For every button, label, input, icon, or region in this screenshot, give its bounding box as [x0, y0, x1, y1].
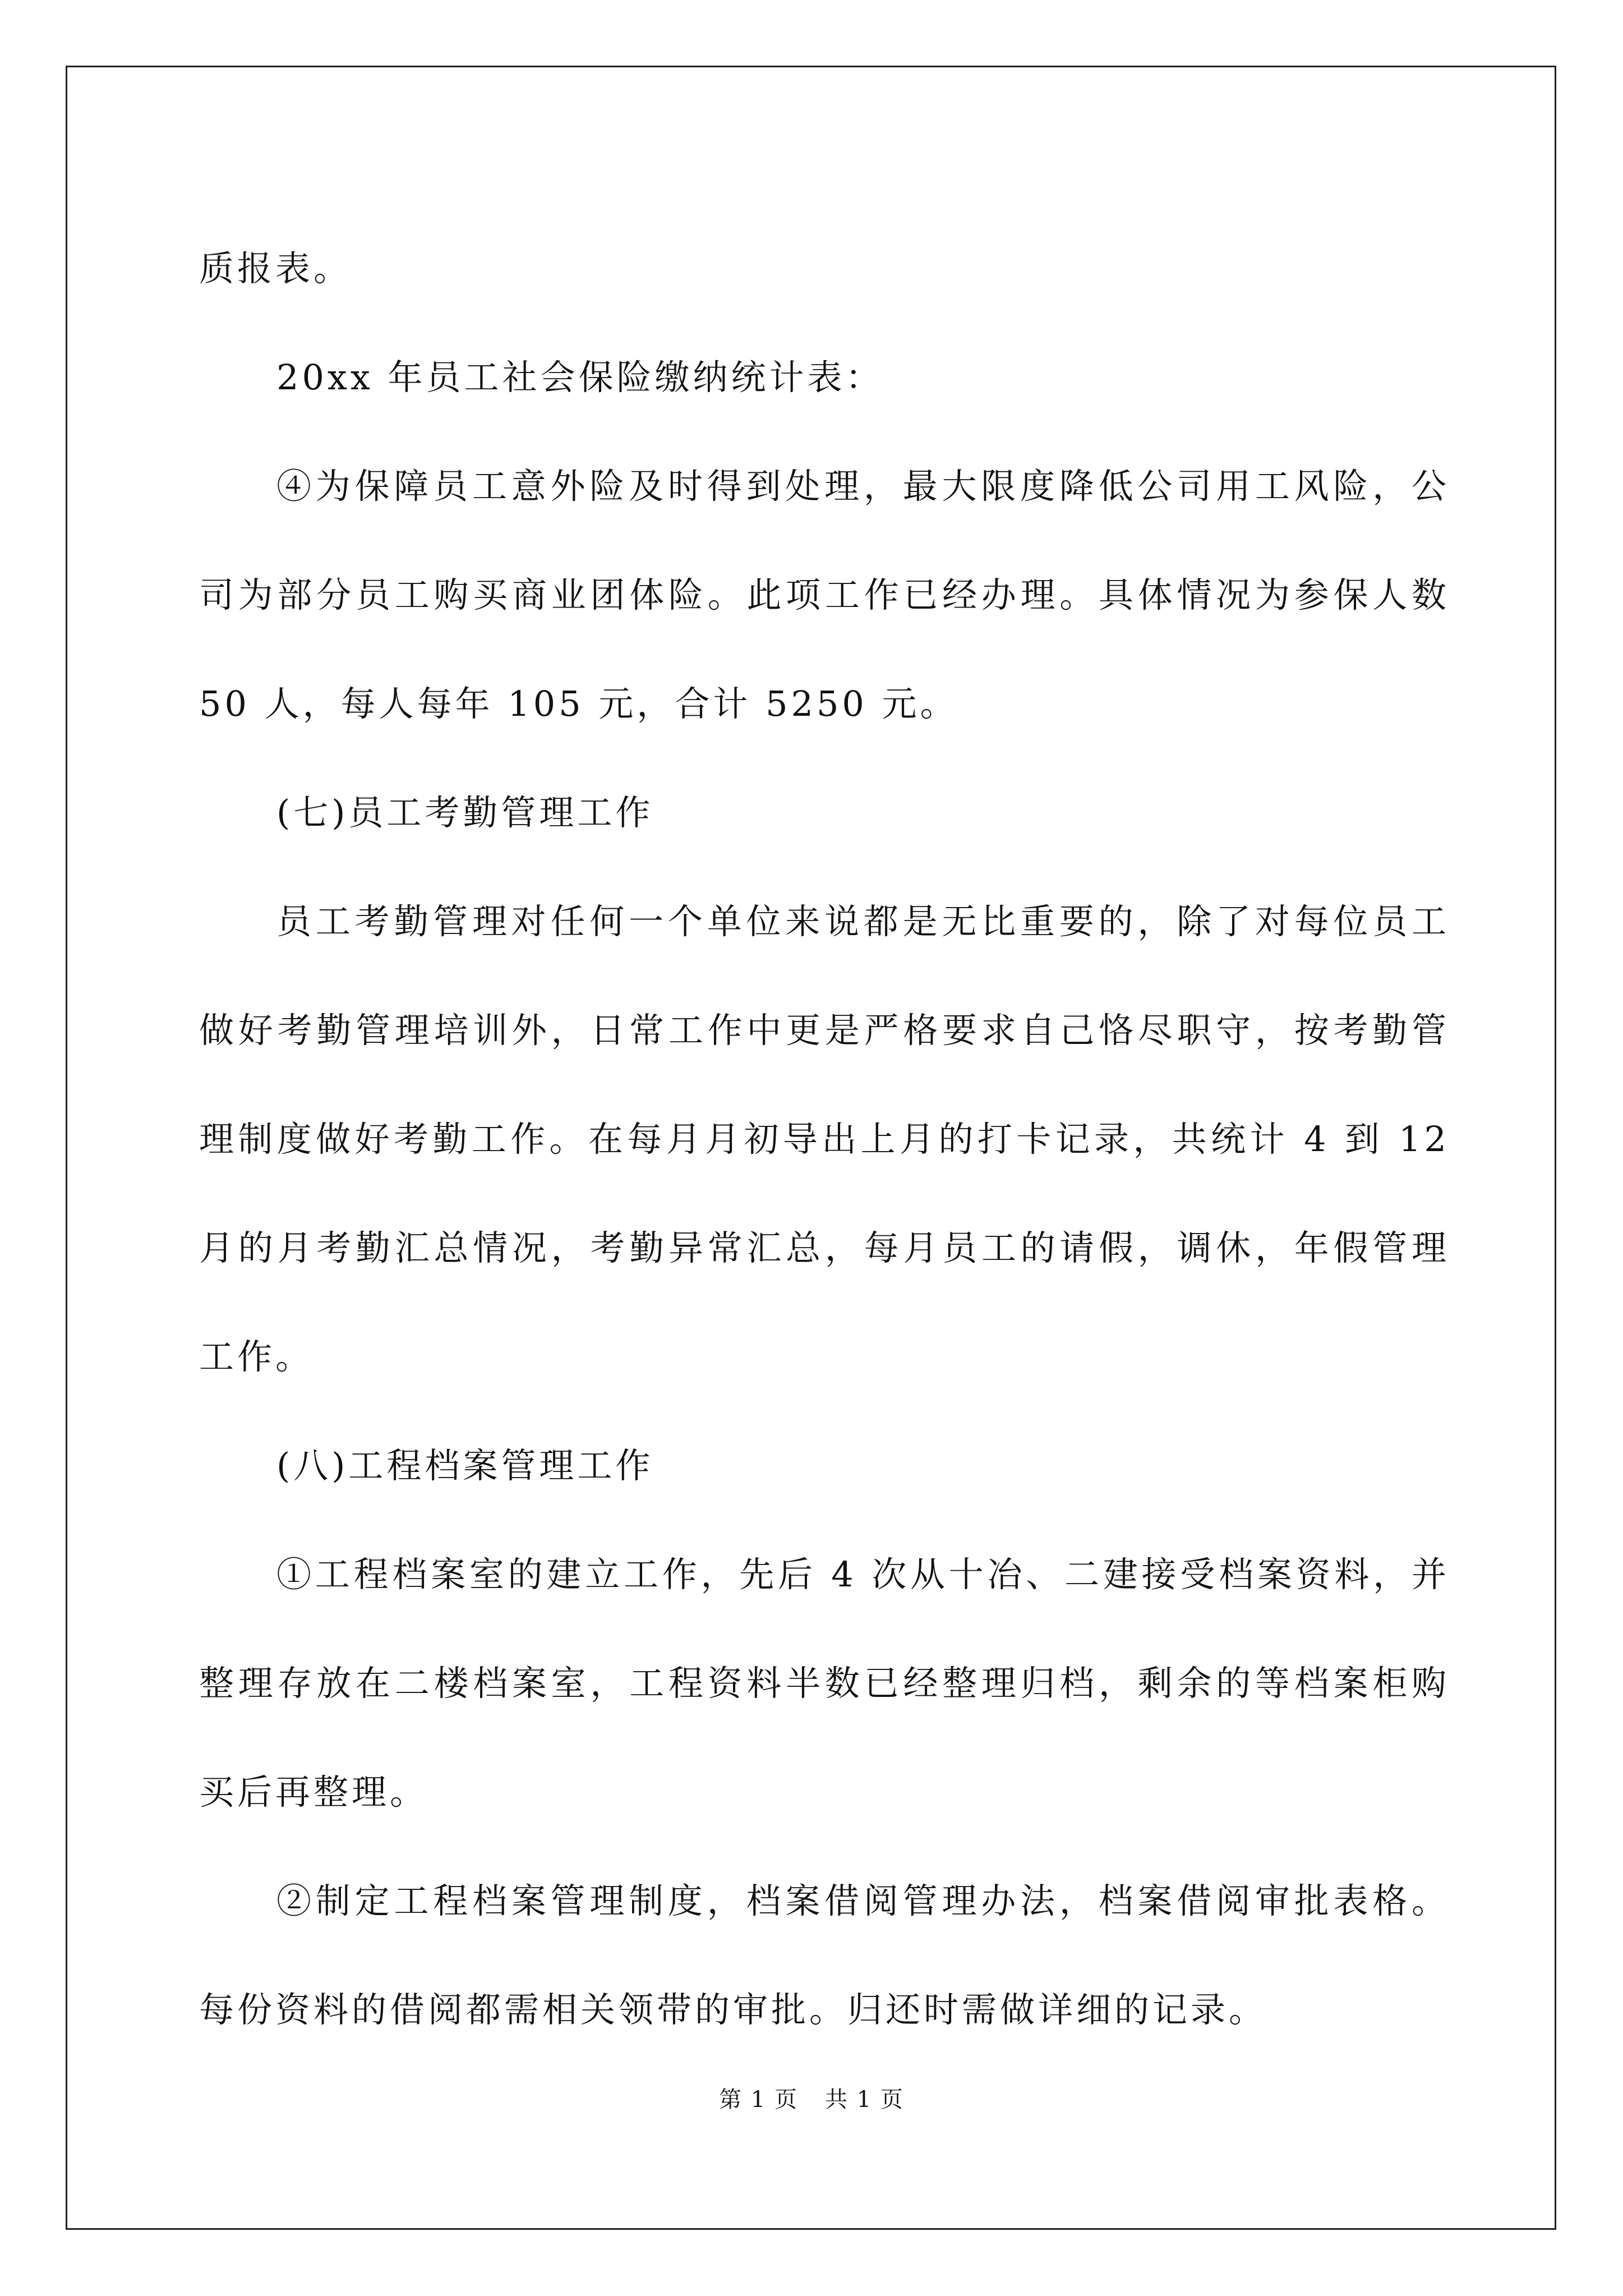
- page-total: 共 1 页: [825, 2087, 904, 2113]
- document-body: [199, 214, 1464, 2064]
- paragraph-table-caption: 20xx 年员工社会保险缴纳统计表：: [276, 357, 884, 398]
- page-footer: [0, 2083, 1623, 2116]
- paragraph-archive-rules: ②制定工程档案管理制度，档案借阅管理办法，档案借阅审批表格。每份资料的借阅都需相关领带的审批。归还时需做详细的记录。: [199, 1880, 1450, 2030]
- section-heading-attendance: (七)员工考勤管理工作: [276, 792, 654, 833]
- paragraph-archive-room: ①工程档案室的建立工作，先后 4 次从十冶、二建接受档案资料，并整理存放在二楼档案室，工程资料半数已经整理归档，剩余的等档案柜购买后再整理。: [199, 1554, 1450, 1812]
- paragraph-continuation: 质报表。: [199, 248, 352, 289]
- section-heading-archives: (八)工程档案管理工作: [276, 1445, 654, 1486]
- page-number: 第 1 页: [719, 2087, 798, 2113]
- paragraph-attendance: 员工考勤管理对任何一个单位来说都是无比重要的，除了对每位员工做好考勤管理培训外，日常工作中更是严格要求自己恪尽职守，按考勤管理制度做好考勤工作。在每月月初导出上月的打卡记录，共统计 4 到 12 月的月考勤汇总情况，考勤异常汇总，每月员工的请假，调休，年假管理工作。: [199, 901, 1464, 1377]
- paragraph-insurance: ④为保障员工意外险及时得到处理，最大限度降低公司用工风险，公司为部分员工购买商业团体险。此项工作已经办理。具体情况为参保人数 50 人，每人每年 105 元，合计 5250 元。: [199, 466, 1464, 724]
